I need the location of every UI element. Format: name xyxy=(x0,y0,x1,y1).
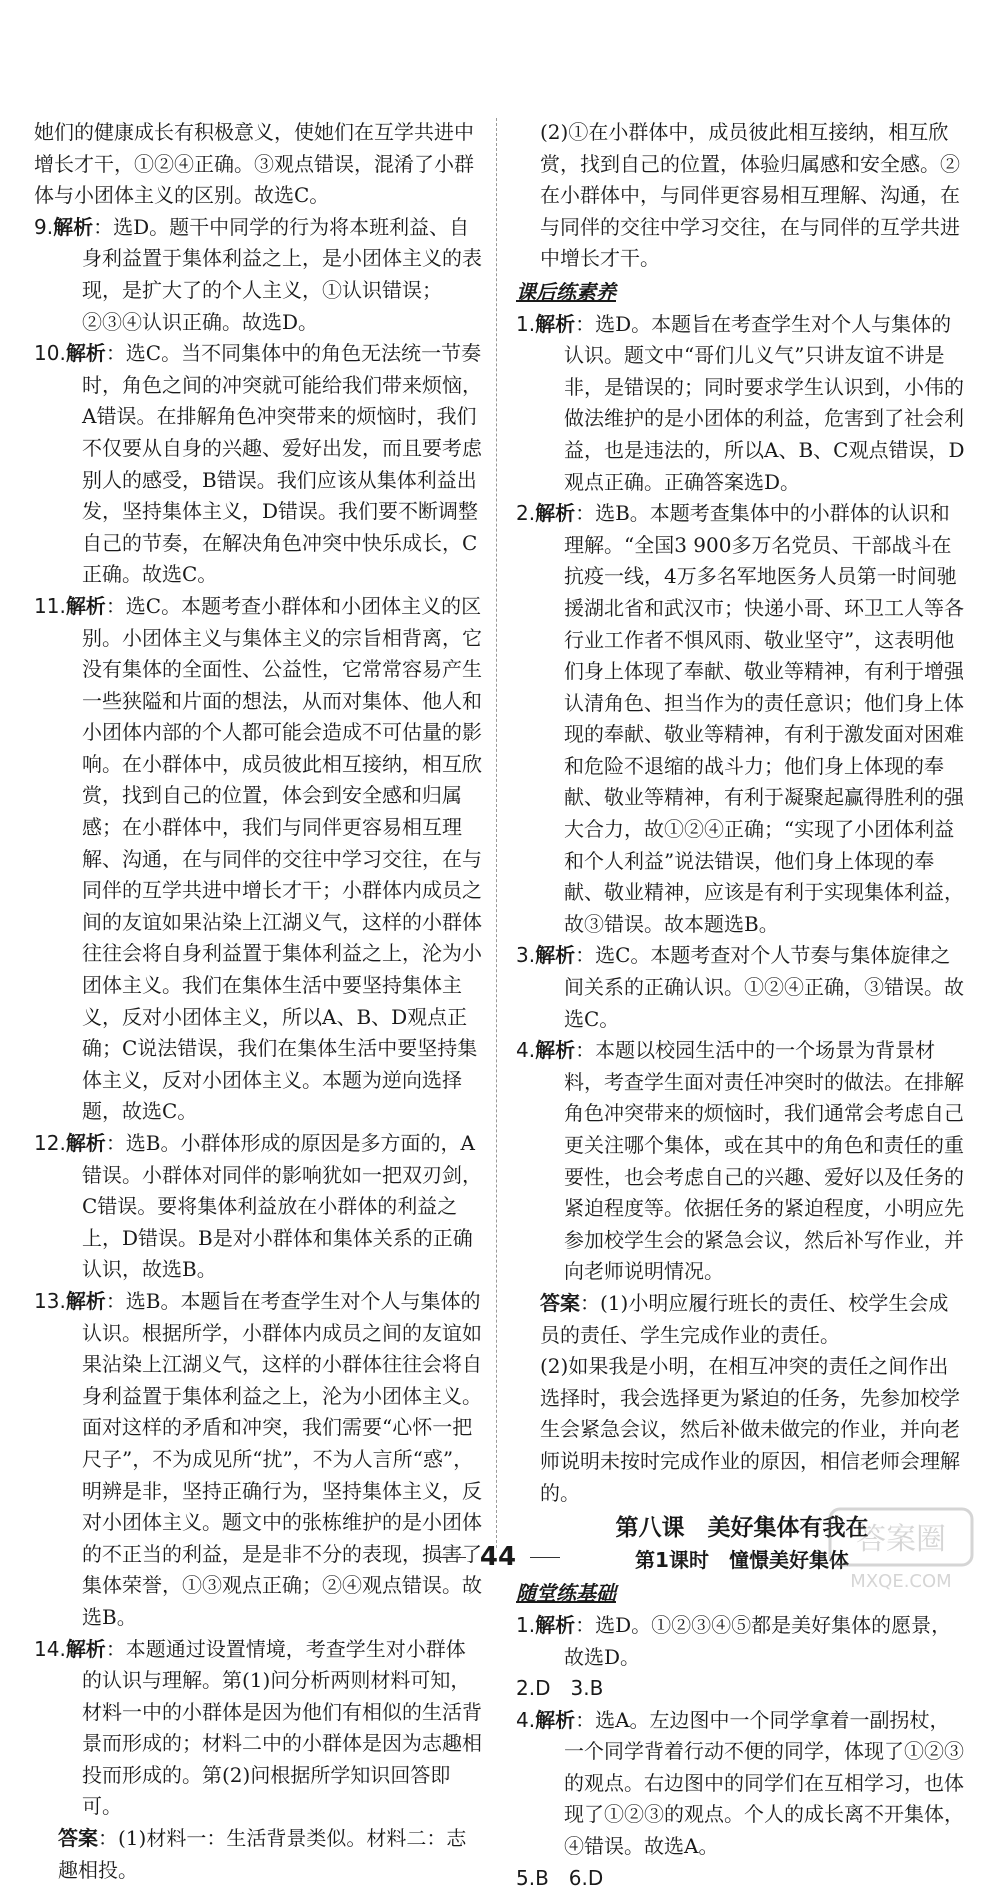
answer-item xyxy=(516,1705,968,1863)
analysis-tag: 解析 xyxy=(53,214,94,239)
answer-tag: 答案 xyxy=(540,1290,580,1315)
lesson-title-text: 第八课 美好集体有我在 xyxy=(615,1515,869,1542)
analysis-tag: 解析 xyxy=(535,1038,576,1063)
answer-item xyxy=(516,1035,968,1288)
analysis-tag: 解析 xyxy=(65,1636,106,1661)
analysis-tag: 解析 xyxy=(535,1707,576,1732)
item-text: ：(1)小明应履行班长的责任、校学生会成员的责任、学生完成作业的责任。 xyxy=(540,1290,949,1347)
item-number: 4. xyxy=(516,1038,536,1063)
item-number: 12. xyxy=(34,1131,66,1155)
answer-item xyxy=(34,1634,484,1824)
item-number: 10. xyxy=(34,341,66,366)
analysis-tag: 解析 xyxy=(65,341,106,366)
item-number: 4. xyxy=(516,1707,536,1732)
analysis-tag: 解析 xyxy=(65,1288,106,1313)
item-text: 她们的健康成长有积极意义，使她们在互学共进中增长才干，①②④正确。③观点错误，混淆了小群体与小团体主义的区别。故选C。 xyxy=(34,120,474,208)
item-text: ：(1)材料一：生活背景类似。材料二：志趣相投。 xyxy=(58,1826,467,1882)
analysis-tag: 解析 xyxy=(65,1131,106,1155)
analysis-tag: 解析 xyxy=(65,593,106,618)
item-text: ：选D。题干中同学的行为将本班利益、自身利益置于集体利益之上，是小团体主义的表现，是扩大了的个人主义，①认识错误；②③④认识正确。故选D。 xyxy=(82,214,482,334)
section-heading-text: 随堂练基础 xyxy=(516,1581,616,1606)
answer-item xyxy=(34,338,484,591)
column-divider xyxy=(496,118,497,1548)
analysis-tag: 解析 xyxy=(535,1612,576,1637)
analysis-tag: 解析 xyxy=(535,943,576,968)
item-number: 1. xyxy=(516,1612,536,1637)
short-answers-text: 2.D 3.B xyxy=(516,1676,604,1701)
item-number: 11. xyxy=(34,593,66,618)
item-text: ：本题通过设置情境，考查学生对小群体的认识与理解。第(1)问分析两则材料可知，材料一中的小群体是因为他们有相似的生活背景而形成的；材料二中的小群体是因为志趣相投而形成的。第(2)问根据所学知识回答即可。 xyxy=(82,1636,482,1819)
analysis-tag: 解析 xyxy=(535,311,576,336)
footer-dash-left xyxy=(436,1557,466,1558)
watermark-logo xyxy=(826,1505,976,1595)
item-text: ：选D。①②③④⑤都是美好集体的愿景，故选D。 xyxy=(564,1612,952,1669)
continued-text xyxy=(34,117,484,212)
answer-item xyxy=(34,591,484,1128)
answer-item xyxy=(516,940,968,1035)
answer-block xyxy=(516,117,968,275)
item-number: 1. xyxy=(516,311,536,336)
page-number: 44 xyxy=(479,1542,517,1572)
item-text: ：选C。本题考查小群体和小团体主义的区别。小团体主义与集体主义的宗旨相背离，它没有集体的全面性、公益性，它常常容易产生一些狭隘和片面的想法，从而对集体、他人和小团体内部的个人都可能会造成不可估量的影响。在小群体中，成员彼此相互接纳，相互欣赏，找到自己的位置，体会到安全感和归属感；在小群体中，我们与同伴更容易相互理解、沟通，在与同伴的交往中学习交往，在与同伴的互学共进中增长才干；小群体内成员之间的友谊如果沾染上江湖义气，这样的小群体往往会将自身利益置于集体利益之上，沦为小团体主义。我们在集体生活中要坚持集体主义，反对小团体主义，所以A、B、D观点正确；C说法错误，我们在集体生活中要坚持集体主义，反对小团体主义。本题为逆向选择题，故选C。 xyxy=(82,593,482,1124)
lesson-subtitle-text: 第1课时 憧憬美好集体 xyxy=(635,1547,849,1572)
item-text: ：选A。左边图中一个同学拿着一副拐杖，一个同学背着行动不便的同学，体现了①②③的观点。右边图中的同学们在互相学习，也体现了①②③的观点。个人的成长离不开集体，④错误。故选A。 xyxy=(564,1707,964,1859)
answer-item xyxy=(34,1286,484,1634)
item-number: 3. xyxy=(516,943,536,968)
section-heading-text: 课后练素养 xyxy=(516,279,616,304)
item-number: 9. xyxy=(34,214,54,239)
analysis-tag: 解析 xyxy=(535,501,576,526)
answer-tag: 答案 xyxy=(58,1826,98,1851)
answer-block xyxy=(34,1823,484,1886)
item-text: (2)①在小群体中，成员彼此相互接纳，相互欣赏，找到自己的位置，体验归属感和安全感。②在小群体中，与同伴更容易相互理解、沟通，在与同伴的交往中学习交往，在与同伴的互学共进中增长才干。 xyxy=(540,120,960,271)
right-column xyxy=(516,117,968,1894)
item-text: ：选C。本题考查对个人节奏与集体旋律之间关系的正确认识。①②④正确，③错误。故选C。 xyxy=(564,943,964,1031)
answer-block xyxy=(516,1351,968,1509)
answer-item xyxy=(34,212,484,338)
item-text: ：选B。本题考查集体中的小群体的认识和理解。“全国3 900多万名党员、干部战斗在抗疫一线，4万多名军地医务人员第一时间驰援湖北省和武汉市；快递小哥、环卫工人等各行业工作者不惧风雨、敬业坚守”，这表明他们身上体现了奉献、敬业等精神，有利于增强认清角色、担当作为的责任意识；他们身上体现的奉献、敬业等精神，有利于激发面对困难和危险不退缩的战斗力；他们身上体现的奉献、敬业等精神，有利于凝聚起赢得胜利的强大合力，故①②④正确；“实现了小团体利益和个人利益”说法错误，他们身上体现的奉献、敬业精神，应该是有利于实现集体利益，故③错误。故本题选B。 xyxy=(564,501,964,936)
item-text: ：选B。小群体形成的原因是多方面的，A错误。小群体对同伴的影响犹如一把双刃剑，C错误。要将集体利益放在小群体的利益之上，D错误。B是对小群体和集体关系的正确认识，故选B。 xyxy=(82,1131,482,1282)
section-heading xyxy=(516,277,968,309)
item-text: ：选C。当不同集体中的角色无法统一节奏时，角色之间的冲突就可能给我们带来烦恼，A错误。在排解角色冲突带来的烦恼时，我们不仅要从自身的兴趣、爱好出发，而且要考虑别人的感受，B错误。我们应该从集体利益出发，坚持集体主义，D错误。我们要不断调整自己的节奏，在解决角色冲突中快乐成长，C正确。故选C。 xyxy=(82,341,482,587)
left-column xyxy=(34,117,484,1886)
answer-item xyxy=(516,1610,968,1673)
item-text: ：选D。本题旨在考查学生对个人与集体的认识。题文中“哥们儿义气”只讲友谊不讲是非，是错误的；同时要求学生认识到，小伟的做法维护的是小团体的利益，危害到了社会利益，也是违法的，所以A、B、C观点错误，D观点正确。正确答案选D。 xyxy=(564,311,965,494)
answer-item xyxy=(34,1128,484,1286)
item-number: 13. xyxy=(34,1288,66,1313)
answer-item xyxy=(516,498,968,940)
answer-block xyxy=(516,1288,968,1351)
footer-dash-right xyxy=(530,1557,560,1558)
item-text: (2)如果我是小明，在相互冲突的责任之间作出选择时，我会选择更为紧迫的任务，先参加校学生会紧急会议，然后补做未做完的作业，并向老师说明未按时完成作业的原因，相信老师会理解的。 xyxy=(540,1354,960,1505)
short-answers-text: 5.B 6.D xyxy=(516,1865,604,1890)
short-answers xyxy=(516,1863,968,1894)
svg-text:MXQE.COM: MXQE.COM xyxy=(850,1571,952,1592)
item-number: 14. xyxy=(34,1636,66,1661)
item-text: ：本题以校园生活中的一个场景为背景材料，考查学生面对责任冲突时的做法。在排解角色冲突带来的烦恼时，我们通常会考虑自己更关注哪个集体，或在其中的角色和责任的重要性，也会考虑自己的兴趣、爱好以及任务的紧迫程度等。依据任务的紧迫程度，小明应先参加校学生会的紧急会议，然后补写作业，并向老师说明情况。 xyxy=(564,1038,964,1284)
watermark-text: 答案圈 xyxy=(856,1522,946,1557)
item-number: 2. xyxy=(516,501,536,526)
answer-item xyxy=(516,309,968,499)
short-answers xyxy=(516,1673,968,1705)
item-text: ：选B。本题旨在考查学生对个人与集体的认识。根据所学，小群体内成员之间的友谊如果沾染上江湖义气，这样的小群体往往会将自身利益置于集体利益之上，沦为小团体主义。面对这样的矛盾和冲突，我们需要“心怀一把尺子”，不为成见所“扰”，不为人言所“惑”，明辨是非，坚持正确行为，坚持集体主义，反对小团体主义。题文中的张栋维护的是小团体的不正当的利益，是是非不分的表现，损害了集体荣誉，①③观点正确；②④观点错误。故选B。 xyxy=(82,1288,482,1629)
